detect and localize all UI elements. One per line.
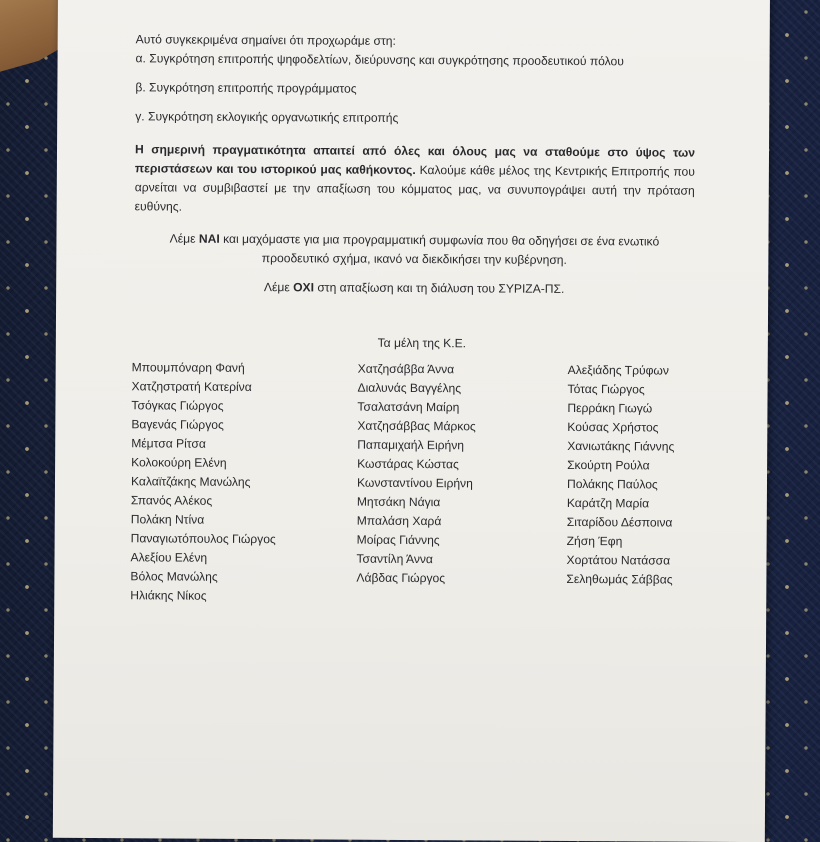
member-name: Μητσάκη Νάγια — [356, 494, 441, 510]
member-name: Λάβδας Γιώργος — [356, 570, 446, 586]
member-name: Χορτάτου Νατάσσα — [566, 552, 671, 568]
members-column-2 — [356, 360, 476, 589]
member-name: Καλαϊτζάκης Μανώλης — [130, 474, 251, 490]
member-name: Τσαντίλη Άννα — [356, 551, 434, 567]
member-name: Κωστάρας Κώστας — [357, 456, 459, 472]
member-name: Χανιωτάκης Γιάννης — [567, 438, 675, 454]
member-name: Διαλυνάς Βαγγέλης — [357, 380, 462, 396]
member-name: Μέμτσα Ρίτσα — [131, 436, 206, 451]
member-name: Μπουμπόναρη Φανή — [131, 360, 245, 375]
member-name: Σιταρίδου Δέσποινα — [566, 514, 673, 530]
member-name: Κούσας Χρήστος — [567, 419, 659, 435]
no-text: στη απαξίωση και τη διάλυση του ΣΥΡΙΖΑ-ΠΣ. — [313, 280, 565, 296]
member-name: Χατζησάββα Άννα — [357, 361, 455, 377]
document-body — [134, 30, 696, 299]
paragraph-bold-text: Η σημερινή πραγματικότητα απαιτεί από όλες και όλους μας να σταθούμε στο ύψος των περιστάσεων και του ιστορικού μας καθήκοντος. — [134, 142, 696, 178]
member-name: Κωνσταντίνου Ειρήνη — [356, 475, 473, 491]
members-column-1 — [130, 358, 277, 606]
yes-word: ΝΑΙ — [198, 231, 220, 246]
item-c: γ. Συγκρότηση εκλογικής οργανωτικής επιτροπής — [135, 109, 399, 125]
members-column-3 — [566, 361, 674, 590]
item-b: β. Συγκρότηση επιτροπής προγράμματος — [135, 80, 357, 96]
member-name: Σπανός Αλέκος — [130, 493, 213, 508]
member-name: Ζήση Έφη — [566, 533, 623, 549]
member-name: Περράκη Γιωγώ — [567, 400, 653, 416]
member-name: Χατζησάββας Μάρκος — [357, 418, 476, 434]
member-name: Πολάκη Ντίνα — [130, 512, 205, 527]
member-name: Ηλιάκης Νίκος — [130, 588, 207, 603]
member-name: Χατζηστρατή Κατερίνα — [131, 379, 252, 395]
yes-prefix: Λέμε — [169, 231, 199, 246]
paper-sheet — [53, 0, 770, 842]
member-name: Κολοκούρη Ελένη — [131, 455, 227, 470]
member-name: Μοίρας Γιάννης — [356, 532, 440, 548]
members-title: Τα μέλη της Κ.Ε. — [377, 335, 467, 351]
member-name: Μπαλάση Χαρά — [356, 513, 442, 529]
no-statement — [134, 277, 694, 299]
responsibility-paragraph — [135, 140, 695, 219]
intro-line: Αυτό συγκεκριμένα σημαίνει ότι προχωράμε στη: — [135, 32, 396, 48]
member-name: Αλεξιάδης Τρύφων — [567, 362, 669, 378]
member-name: Πολάκης Παύλος — [566, 476, 658, 492]
member-name: Τσαλατσάνη Μαίρη — [357, 399, 460, 415]
paragraph-text: Καλούμε κάθε μέλος της Κεντρικής Επιτροπής που αρνείται να συμβιβαστεί με την απαξίωση του κόμματος μας, να συνυπογράψει αυτή την πρόταση ευθύνης. — [134, 163, 695, 214]
no-word: ΟΧΙ — [293, 280, 315, 295]
member-name: Αλεξίου Ελένη — [130, 550, 208, 565]
member-name: Τότας Γιώργος — [567, 381, 645, 397]
member-name: Τσόγκας Γιώργος — [131, 398, 224, 413]
yes-statement — [134, 229, 694, 270]
item-a: α. Συγκρότηση επιτροπής ψηφοδελτίων, διεύρυνσης και συγκρότησης προοδευτικού πόλου — [135, 51, 624, 69]
member-name: Βαγενάς Γιώργος — [131, 417, 224, 432]
member-name: Παπαμιχαήλ Ειρήνη — [357, 437, 465, 453]
member-name: Σκούρτη Ρούλα — [567, 457, 650, 473]
member-name: Σεληθωμάς Σάββας — [566, 571, 673, 587]
member-name: Παναγιωτόπουλος Γιώργος — [130, 531, 276, 547]
member-name: Βόλος Μανώλης — [130, 569, 218, 584]
member-name: Καράτζη Μαρία — [566, 495, 650, 511]
no-prefix: Λέμε — [263, 280, 294, 295]
yes-text: και μαχόμαστε για μια προγραμματική συμφωνία που θα οδηγήσει σε ένα ενωτικό προοδευτικό σχήμα, ικανό να διεκδικήσει την κυβέρνηση. — [219, 231, 660, 267]
